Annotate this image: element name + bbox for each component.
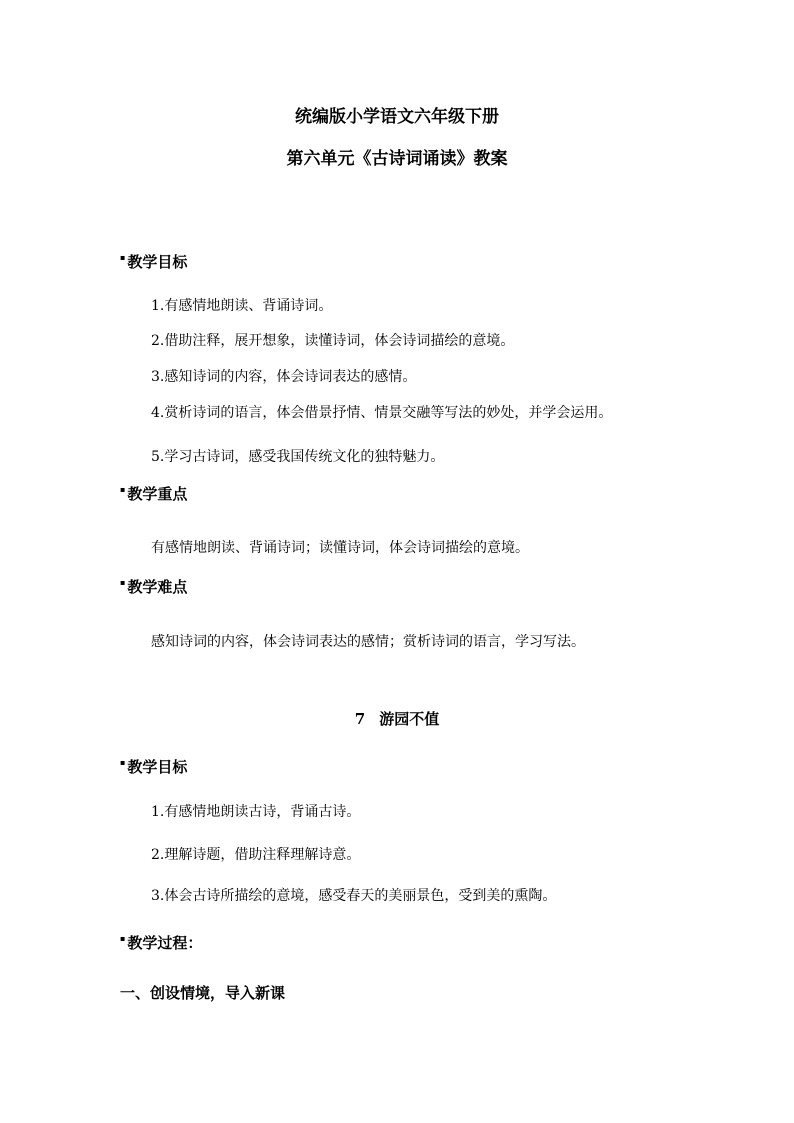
lesson-number: 7 bbox=[354, 710, 366, 728]
document-title: 统编版小学语文六年级下册 bbox=[295, 107, 499, 127]
lesson-name: 游园不值 bbox=[379, 710, 440, 728]
unit-goal-item: 2.借助注释，展开想象，读懂诗词，体会诗词描绘的意境。 bbox=[151, 333, 515, 349]
lesson-goals-heading bbox=[120, 757, 187, 777]
lesson-goal-item: 2.理解诗题，借助注释理解诗意。 bbox=[151, 847, 361, 863]
unit-goal-item: 5.学习古诗词，感受我国传统文化的独特魅力。 bbox=[151, 449, 445, 465]
bullet-icon: ▪ bbox=[120, 577, 126, 587]
bullet-icon: ▪ bbox=[120, 757, 126, 767]
heading-label: 教学目标 bbox=[127, 253, 188, 271]
bullet-icon: ▪ bbox=[120, 933, 126, 943]
lesson-step-heading: 一、创设情境，导入新课 bbox=[120, 984, 286, 1002]
lesson-title bbox=[0, 709, 794, 729]
unit-goal-item: 1.有感情地朗读、背诵诗词。 bbox=[151, 298, 333, 314]
heading-label: 教学重点 bbox=[127, 485, 188, 503]
document-subtitle: 第六单元《古诗词诵读》教案 bbox=[286, 149, 508, 169]
unit-key-text: 有感情地朗读、背诵诗词；读懂诗词，体会诗词描绘的意境。 bbox=[151, 540, 529, 556]
bullet-icon: ▪ bbox=[120, 252, 126, 262]
heading-label: 教学目标 bbox=[127, 758, 188, 776]
unit-key-heading bbox=[120, 484, 187, 504]
lesson-goal-item: 3.体会古诗所描绘的意境，感受春天的美丽景色，受到美的熏陶。 bbox=[151, 888, 557, 904]
lesson-process-heading bbox=[120, 933, 202, 953]
heading-label: 教学难点 bbox=[127, 578, 188, 596]
unit-goal-item: 3.感知诗词的内容，体会诗词表达的感情。 bbox=[151, 369, 417, 385]
unit-difficulty-text: 感知诗词的内容，体会诗词表达的感情；赏析诗词的语言，学习写法。 bbox=[151, 634, 585, 650]
bullet-icon: ▪ bbox=[120, 484, 126, 494]
unit-goal-item: 4.赏析诗词的语言，体会借景抒情、情景交融等写法的妙处，并学会运用。 bbox=[151, 405, 613, 421]
lesson-goal-item: 1.有感情地朗读古诗，背诵古诗。 bbox=[151, 804, 361, 820]
unit-difficulty-heading bbox=[120, 577, 187, 597]
heading-label: 教学过程： bbox=[127, 934, 203, 952]
unit-goals-heading bbox=[120, 252, 187, 272]
